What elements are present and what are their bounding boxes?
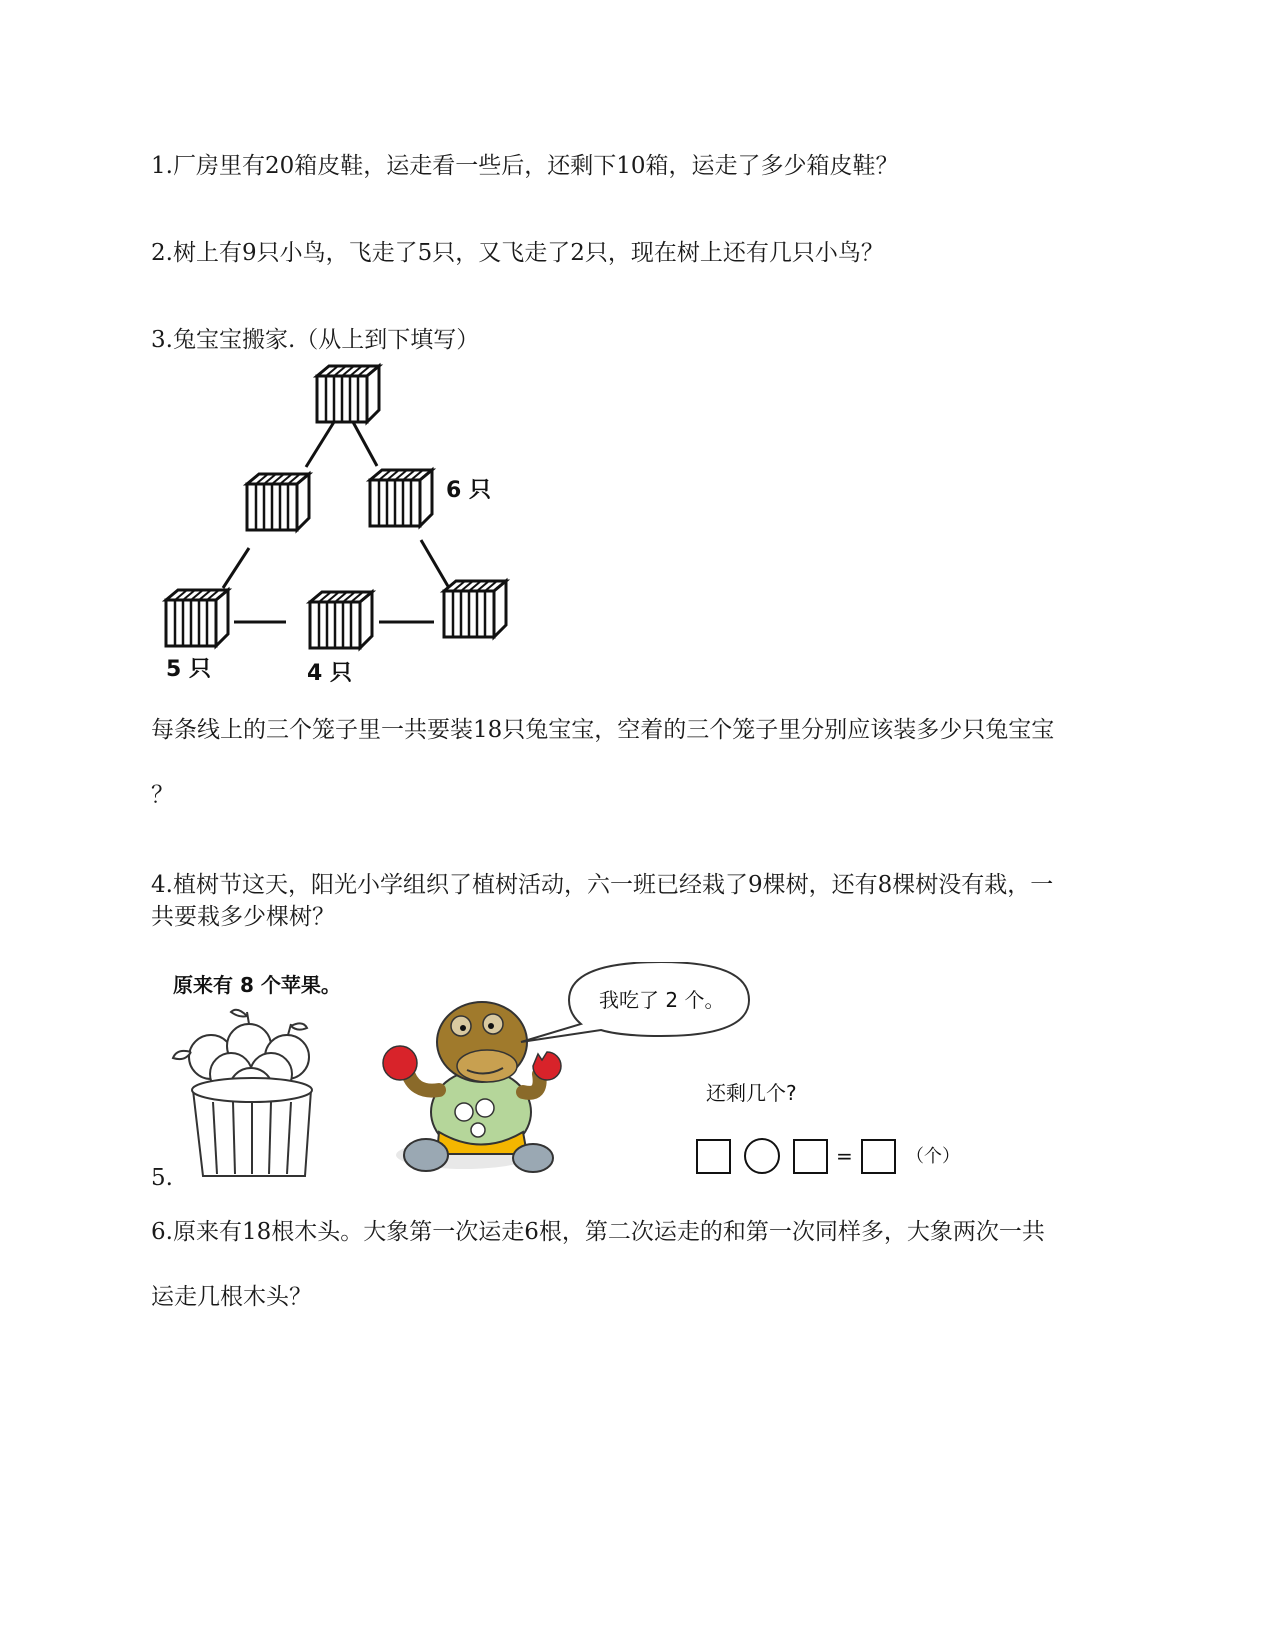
question-6-cont: 运走几根木头？ [151, 1284, 312, 1310]
question-3-title: 3.兔宝宝搬家.（从上到下填写） [151, 327, 480, 353]
answer-box[interactable] [697, 1140, 730, 1173]
question-4: 4.植树节这天，阳光小学组织了植树活动，六一班已经栽了9棵树，还有8棵树没有栽，一 [151, 872, 1054, 898]
connector-line [421, 540, 449, 588]
connector-line [223, 548, 249, 588]
question-2: 2.树上有9只小鸟，飞走了5只，又飞走了2只，现在树上还有几只小鸟？ [151, 240, 884, 266]
question-6: 6.原来有18根木头。大象第一次运走6根，第二次运走的和第一次同样多，大象两次一共 [151, 1219, 1045, 1245]
cage-top [317, 366, 379, 422]
question-1: 1.厂房里有20箱皮鞋，运走看一些后，还剩下10箱，运走了多少箱皮鞋？ [151, 153, 899, 179]
apple-basket [173, 1010, 312, 1176]
cage-middle-left [247, 474, 309, 530]
frog-character [383, 1002, 561, 1172]
question-4-cont: 共要栽多少棵树？ [151, 904, 335, 930]
answer-box[interactable] [862, 1140, 895, 1173]
operator-circle[interactable] [745, 1139, 779, 1173]
cage-bottom-left [166, 590, 228, 646]
apple-caption: 原来有 8 个苹果。 [173, 973, 341, 997]
cage-middle-right [370, 470, 432, 526]
connector-line [353, 422, 377, 466]
answer-box[interactable] [794, 1140, 827, 1173]
cage-label-5: 5 只 [166, 657, 211, 682]
cage-label-6: 6 只 [446, 478, 491, 503]
cage-label-4: 4 只 [307, 661, 352, 686]
apple-picture [151, 962, 971, 1182]
cage-diagram [151, 354, 517, 690]
remaining-question: 还剩几个? [706, 1081, 797, 1105]
connector-line [306, 422, 334, 467]
cage-bottom-right [444, 581, 506, 637]
question-3-text-cont: ？ [151, 782, 174, 808]
question-3-text: 每条线上的三个笼子里一共要装18只兔宝宝，空着的三个笼子里分别应该装多少只兔宝宝 [151, 717, 1055, 743]
cage-bottom-middle [310, 592, 372, 648]
speech-text: 我吃了 2 个。 [599, 988, 725, 1012]
speech-bubble [521, 962, 749, 1042]
answer-equation [697, 1139, 895, 1173]
unit-label: （个） [906, 1146, 960, 1167]
question-5-number: 5. [151, 1165, 173, 1191]
equals-sign: = [836, 1144, 853, 1168]
